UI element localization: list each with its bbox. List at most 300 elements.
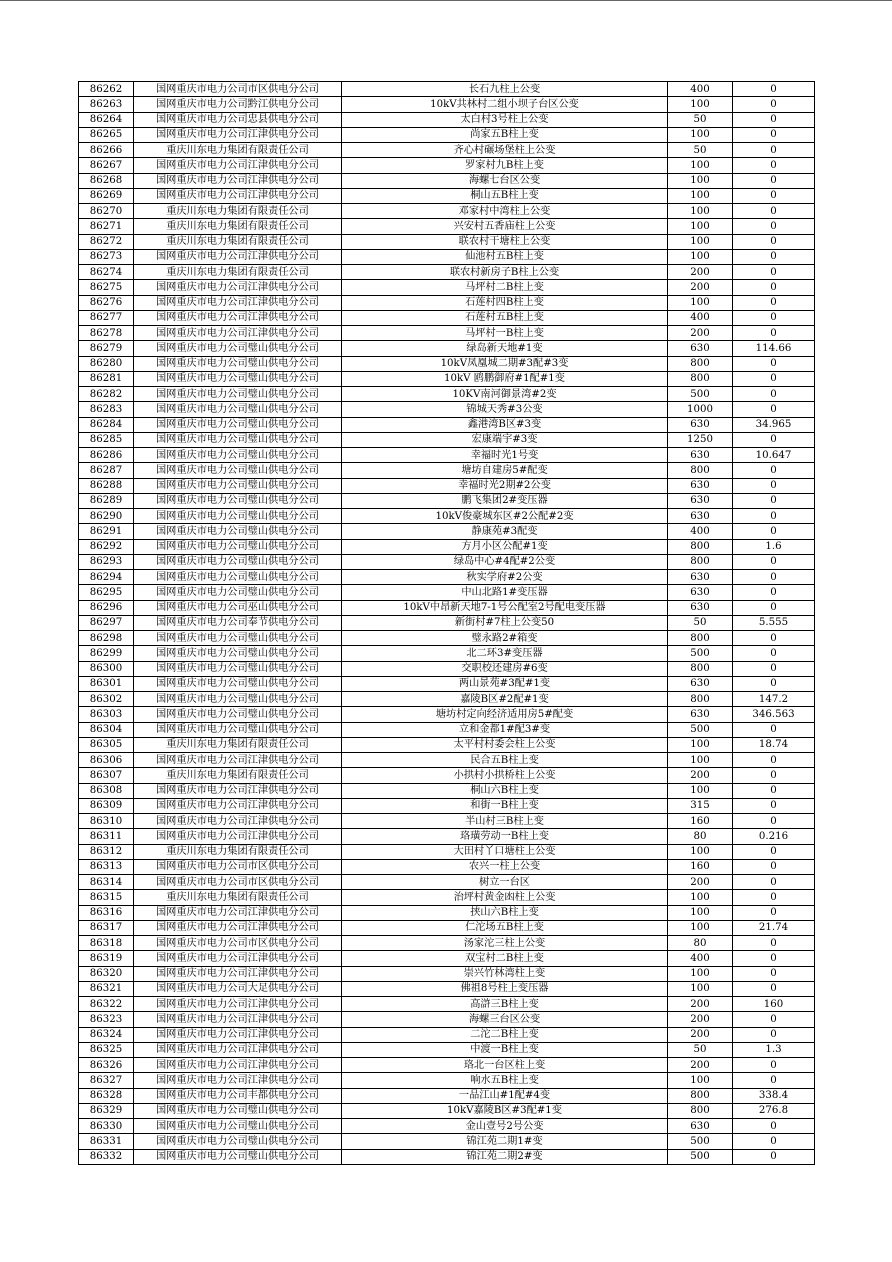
row-id-cell: 86266 <box>79 143 134 158</box>
row-id-cell: 86317 <box>79 920 134 935</box>
value-cell: 0 <box>733 1012 815 1027</box>
table-row <box>79 356 815 371</box>
row-id-cell: 86309 <box>79 798 134 813</box>
row-id-cell: 86328 <box>79 1088 134 1103</box>
capacity-cell: 500 <box>668 387 733 402</box>
table-body <box>79 82 815 1165</box>
row-id-cell: 86325 <box>79 1042 134 1057</box>
row-id-cell: 86323 <box>79 1012 134 1027</box>
transformer-name-cell: 治坪村黄金凼柱上公变 <box>342 890 668 905</box>
table-row <box>79 890 815 905</box>
value-cell: 0 <box>733 1073 815 1088</box>
transformer-name-cell: 塘坊自建房5#配变 <box>342 463 668 478</box>
value-cell: 0 <box>733 204 815 219</box>
row-id-cell: 86277 <box>79 310 134 325</box>
table-row <box>79 234 815 249</box>
company-name-cell: 国网重庆市电力公司黔江供电分公司 <box>134 97 342 112</box>
company-name-cell: 国网重庆市电力公司江津供电分公司 <box>134 127 342 142</box>
row-id-cell: 86331 <box>79 1134 134 1149</box>
transformer-name-cell: 长石九柱上公变 <box>342 82 668 97</box>
row-id-cell: 86316 <box>79 905 134 920</box>
row-id-cell: 86307 <box>79 768 134 783</box>
company-name-cell: 国网重庆市电力公司奉节供电分公司 <box>134 615 342 630</box>
capacity-cell: 800 <box>668 661 733 676</box>
capacity-cell: 200 <box>668 875 733 890</box>
table-row <box>79 1058 815 1073</box>
company-name-cell: 国网重庆市电力公司璧山供电分公司 <box>134 646 342 661</box>
table-row <box>79 920 815 935</box>
row-id-cell: 86293 <box>79 554 134 569</box>
row-id-cell: 86294 <box>79 570 134 585</box>
transformer-name-cell: 嘉陵B区#2配#1变 <box>342 692 668 707</box>
row-id-cell: 86332 <box>79 1149 134 1164</box>
company-name-cell: 重庆川东电力集团有限责任公司 <box>134 890 342 905</box>
table-row <box>79 1119 815 1134</box>
table-row <box>79 875 815 890</box>
row-id-cell: 86268 <box>79 173 134 188</box>
transformer-name-cell: 邓家村中湾柱上公变 <box>342 204 668 219</box>
row-id-cell: 86282 <box>79 387 134 402</box>
table-row <box>79 1042 815 1057</box>
capacity-cell: 160 <box>668 859 733 874</box>
table-row <box>79 570 815 585</box>
company-name-cell: 国网重庆市电力公司江津供电分公司 <box>134 783 342 798</box>
transformer-name-cell: 石莲村四B柱上变 <box>342 295 668 310</box>
transformer-name-cell: 太平村村委会柱上公变 <box>342 737 668 752</box>
value-cell: 0 <box>733 1119 815 1134</box>
table-row <box>79 753 815 768</box>
row-id-cell: 86304 <box>79 722 134 737</box>
row-id-cell: 86263 <box>79 97 134 112</box>
row-id-cell: 86297 <box>79 615 134 630</box>
table-row <box>79 829 815 844</box>
row-id-cell: 86271 <box>79 219 134 234</box>
row-id-cell: 86306 <box>79 753 134 768</box>
company-name-cell: 重庆川东电力集团有限责任公司 <box>134 234 342 249</box>
row-id-cell: 86321 <box>79 981 134 996</box>
capacity-cell: 800 <box>668 554 733 569</box>
company-name-cell: 重庆川东电力集团有限责任公司 <box>134 844 342 859</box>
value-cell: 0 <box>733 1058 815 1073</box>
capacity-cell: 500 <box>668 722 733 737</box>
company-name-cell: 国网重庆市电力公司江津供电分公司 <box>134 1073 342 1088</box>
value-cell: 147.2 <box>733 692 815 707</box>
table-row <box>79 539 815 554</box>
table-row <box>79 966 815 981</box>
row-id-cell: 86278 <box>79 326 134 341</box>
transformer-name-cell: 10kV共林村二组小坝子台区公变 <box>342 97 668 112</box>
table-row <box>79 1103 815 1118</box>
table-row <box>79 158 815 173</box>
company-name-cell: 国网重庆市电力公司江津供电分公司 <box>134 1012 342 1027</box>
transformer-name-cell: 珞北一台区柱上变 <box>342 1058 668 1073</box>
table-row <box>79 814 815 829</box>
row-id-cell: 86276 <box>79 295 134 310</box>
transformer-name-cell: 和街一B柱上变 <box>342 798 668 813</box>
table-row <box>79 493 815 508</box>
transformer-name-cell: 小拱村小拱桥柱上公变 <box>342 768 668 783</box>
capacity-cell: 50 <box>668 112 733 127</box>
capacity-cell: 100 <box>668 753 733 768</box>
company-name-cell: 国网重庆市电力公司璧山供电分公司 <box>134 585 342 600</box>
table-row <box>79 1149 815 1164</box>
company-name-cell: 国网重庆市电力公司璧山供电分公司 <box>134 722 342 737</box>
capacity-cell: 50 <box>668 1042 733 1057</box>
capacity-cell: 50 <box>668 143 733 158</box>
capacity-cell: 50 <box>668 615 733 630</box>
company-name-cell: 国网重庆市电力公司璧山供电分公司 <box>134 539 342 554</box>
capacity-cell: 100 <box>668 905 733 920</box>
transformer-name-cell: 罗家村九B柱上变 <box>342 158 668 173</box>
row-id-cell: 86285 <box>79 432 134 447</box>
table-row <box>79 859 815 874</box>
value-cell: 0 <box>733 143 815 158</box>
value-cell: 0 <box>733 631 815 646</box>
row-id-cell: 86308 <box>79 783 134 798</box>
value-cell: 0 <box>733 661 815 676</box>
capacity-cell: 500 <box>668 1134 733 1149</box>
value-cell: 0 <box>733 371 815 386</box>
company-name-cell: 国网重庆市电力公司璧山供电分公司 <box>134 432 342 447</box>
row-id-cell: 86281 <box>79 371 134 386</box>
transformer-name-cell: 齐心村碾场堡柱上公变 <box>342 143 668 158</box>
value-cell: 0 <box>733 326 815 341</box>
table-row <box>79 417 815 432</box>
value-cell: 0 <box>733 814 815 829</box>
table-row <box>79 432 815 447</box>
company-name-cell: 国网重庆市电力公司璧山供电分公司 <box>134 478 342 493</box>
company-name-cell: 国网重庆市电力公司璧山供电分公司 <box>134 554 342 569</box>
capacity-cell: 100 <box>668 783 733 798</box>
row-id-cell: 86284 <box>79 417 134 432</box>
table-row <box>79 631 815 646</box>
value-cell: 0 <box>733 402 815 417</box>
value-cell: 0 <box>733 387 815 402</box>
table-row <box>79 768 815 783</box>
capacity-cell: 100 <box>668 1073 733 1088</box>
table-row <box>79 143 815 158</box>
capacity-cell: 630 <box>668 509 733 524</box>
transformer-name-cell: 绿岛新天地#1变 <box>342 341 668 356</box>
company-name-cell: 国网重庆市电力公司江津供电分公司 <box>134 188 342 203</box>
value-cell: 18.74 <box>733 737 815 752</box>
transformer-name-cell: 树立一台区 <box>342 875 668 890</box>
value-cell: 0 <box>733 219 815 234</box>
value-cell: 0 <box>733 1134 815 1149</box>
transformer-name-cell: 10kV凤凰城二期#3配#3变 <box>342 356 668 371</box>
row-id-cell: 86279 <box>79 341 134 356</box>
transformer-name-cell: 10kV中昂新天地7-1号公配室2号配电变压器 <box>342 600 668 615</box>
table-row <box>79 783 815 798</box>
table-row <box>79 981 815 996</box>
transformer-name-cell: 幸福时光1号变 <box>342 448 668 463</box>
table-row <box>79 326 815 341</box>
row-id-cell: 86269 <box>79 188 134 203</box>
transformer-name-cell: 立和金都1#配3#变 <box>342 722 668 737</box>
transformer-name-cell: 汤家沱三柱上公变 <box>342 936 668 951</box>
transformer-name-cell: 10KV南河御景湾#2变 <box>342 387 668 402</box>
row-id-cell: 86305 <box>79 737 134 752</box>
value-cell: 0 <box>733 493 815 508</box>
row-id-cell: 86296 <box>79 600 134 615</box>
company-name-cell: 国网重庆市电力公司璧山供电分公司 <box>134 1149 342 1164</box>
capacity-cell: 100 <box>668 158 733 173</box>
table-row <box>79 997 815 1012</box>
transformer-name-cell: 二沱二B柱上变 <box>342 1027 668 1042</box>
value-cell: 0 <box>733 722 815 737</box>
capacity-cell: 800 <box>668 463 733 478</box>
value-cell: 0 <box>733 646 815 661</box>
value-cell: 0 <box>733 188 815 203</box>
table-row <box>79 478 815 493</box>
table-row <box>79 97 815 112</box>
table-row <box>79 265 815 280</box>
capacity-cell: 200 <box>668 280 733 295</box>
capacity-cell: 400 <box>668 310 733 325</box>
company-name-cell: 国网重庆市电力公司市区供电分公司 <box>134 859 342 874</box>
transformer-name-cell: 大田村丫口塘柱上公变 <box>342 844 668 859</box>
value-cell: 0 <box>733 844 815 859</box>
table-row <box>79 722 815 737</box>
row-id-cell: 86290 <box>79 509 134 524</box>
value-cell: 0 <box>733 1027 815 1042</box>
capacity-cell: 800 <box>668 631 733 646</box>
transformer-name-cell: 宏康端宇#3变 <box>342 432 668 447</box>
company-name-cell: 国网重庆市电力公司丰都供电分公司 <box>134 1088 342 1103</box>
transformer-name-cell: 尚家五B柱上变 <box>342 127 668 142</box>
transformer-name-cell: 鑫港湾B区#3变 <box>342 417 668 432</box>
company-name-cell: 国网重庆市电力公司璧山供电分公司 <box>134 371 342 386</box>
capacity-cell: 100 <box>668 249 733 264</box>
value-cell: 0 <box>733 265 815 280</box>
table-row <box>79 600 815 615</box>
company-name-cell: 国网重庆市电力公司江津供电分公司 <box>134 753 342 768</box>
table-row <box>79 280 815 295</box>
capacity-cell: 200 <box>668 997 733 1012</box>
row-id-cell: 86265 <box>79 127 134 142</box>
table-row <box>79 844 815 859</box>
row-id-cell: 86289 <box>79 493 134 508</box>
company-name-cell: 国网重庆市电力公司江津供电分公司 <box>134 1027 342 1042</box>
row-id-cell: 86303 <box>79 707 134 722</box>
transformer-name-cell: 新街村#7柱上公变50 <box>342 615 668 630</box>
transformer-name-cell: 联农村干塘柱上公变 <box>342 234 668 249</box>
transformer-name-cell: 秋实学府#2公变 <box>342 570 668 585</box>
capacity-cell: 315 <box>668 798 733 813</box>
value-cell: 0 <box>733 310 815 325</box>
table-row <box>79 371 815 386</box>
transformer-name-cell: 联农村新房子B柱上公变 <box>342 265 668 280</box>
row-id-cell: 86312 <box>79 844 134 859</box>
company-name-cell: 重庆川东电力集团有限责任公司 <box>134 737 342 752</box>
company-name-cell: 重庆川东电力集团有限责任公司 <box>134 143 342 158</box>
data-table <box>78 81 815 1165</box>
transformer-name-cell: 珞璜劳动一B柱上变 <box>342 829 668 844</box>
row-id-cell: 86264 <box>79 112 134 127</box>
table-row <box>79 585 815 600</box>
capacity-cell: 630 <box>668 707 733 722</box>
transformer-name-cell: 交职校还建房#6变 <box>342 661 668 676</box>
capacity-cell: 200 <box>668 265 733 280</box>
capacity-cell: 400 <box>668 82 733 97</box>
capacity-cell: 1250 <box>668 432 733 447</box>
transformer-name-cell: 仙池村五B柱上变 <box>342 249 668 264</box>
capacity-cell: 100 <box>668 204 733 219</box>
value-cell: 0 <box>733 509 815 524</box>
value-cell: 0 <box>733 875 815 890</box>
value-cell: 276.8 <box>733 1103 815 1118</box>
capacity-cell: 630 <box>668 341 733 356</box>
table-row <box>79 1088 815 1103</box>
capacity-cell: 500 <box>668 646 733 661</box>
company-name-cell: 重庆川东电力集团有限责任公司 <box>134 265 342 280</box>
value-cell: 0 <box>733 936 815 951</box>
value-cell: 0 <box>733 890 815 905</box>
row-id-cell: 86327 <box>79 1073 134 1088</box>
company-name-cell: 国网重庆市电力公司巫山供电分公司 <box>134 600 342 615</box>
company-name-cell: 国网重庆市电力公司璧山供电分公司 <box>134 1119 342 1134</box>
capacity-cell: 100 <box>668 920 733 935</box>
table-row <box>79 692 815 707</box>
transformer-name-cell: 鹏飞集团2#变压器 <box>342 493 668 508</box>
value-cell: 1.6 <box>733 539 815 554</box>
table-row <box>79 341 815 356</box>
row-id-cell: 86314 <box>79 875 134 890</box>
table-row <box>79 204 815 219</box>
value-cell: 0 <box>733 966 815 981</box>
row-id-cell: 86319 <box>79 951 134 966</box>
value-cell: 0 <box>733 1149 815 1164</box>
value-cell: 0 <box>733 570 815 585</box>
value-cell: 0 <box>733 280 815 295</box>
company-name-cell: 国网重庆市电力公司江津供电分公司 <box>134 966 342 981</box>
company-name-cell: 国网重庆市电力公司璧山供电分公司 <box>134 493 342 508</box>
transformer-name-cell: 马坪村一B柱上变 <box>342 326 668 341</box>
transformer-name-cell: 中渡一B柱上变 <box>342 1042 668 1057</box>
company-name-cell: 国网重庆市电力公司璧山供电分公司 <box>134 661 342 676</box>
company-name-cell: 国网重庆市电力公司璧山供电分公司 <box>134 1103 342 1118</box>
capacity-cell: 200 <box>668 768 733 783</box>
capacity-cell: 100 <box>668 966 733 981</box>
transformer-name-cell: 锦江苑二期2#变 <box>342 1149 668 1164</box>
transformer-name-cell: 马坪村二B柱上变 <box>342 280 668 295</box>
value-cell: 0 <box>733 356 815 371</box>
capacity-cell: 100 <box>668 737 733 752</box>
table-row <box>79 448 815 463</box>
table-row <box>79 127 815 142</box>
capacity-cell: 200 <box>668 1012 733 1027</box>
capacity-cell: 100 <box>668 188 733 203</box>
row-id-cell: 86315 <box>79 890 134 905</box>
row-id-cell: 86329 <box>79 1103 134 1118</box>
transformer-name-cell: 一品江山#1配#4变 <box>342 1088 668 1103</box>
transformer-name-cell: 太白村3号柱上公变 <box>342 112 668 127</box>
company-name-cell: 国网重庆市电力公司江津供电分公司 <box>134 295 342 310</box>
value-cell: 114.66 <box>733 341 815 356</box>
table-row <box>79 173 815 188</box>
company-name-cell: 国网重庆市电力公司江津供电分公司 <box>134 310 342 325</box>
top-rule <box>0 0 892 1</box>
transformer-name-cell: 两山景苑#3配#1变 <box>342 676 668 691</box>
capacity-cell: 630 <box>668 1119 733 1134</box>
row-id-cell: 86274 <box>79 265 134 280</box>
row-id-cell: 86283 <box>79 402 134 417</box>
row-id-cell: 86288 <box>79 478 134 493</box>
company-name-cell: 国网重庆市电力公司璧山供电分公司 <box>134 676 342 691</box>
table-row <box>79 524 815 539</box>
company-name-cell: 国网重庆市电力公司大足供电分公司 <box>134 981 342 996</box>
transformer-name-cell: 海螺三台区公变 <box>342 1012 668 1027</box>
value-cell: 0 <box>733 295 815 310</box>
company-name-cell: 国网重庆市电力公司市区供电分公司 <box>134 936 342 951</box>
table-row <box>79 646 815 661</box>
table-row <box>79 661 815 676</box>
table-row <box>79 676 815 691</box>
capacity-cell: 500 <box>668 1149 733 1164</box>
capacity-cell: 630 <box>668 600 733 615</box>
value-cell: 0 <box>733 82 815 97</box>
capacity-cell: 160 <box>668 814 733 829</box>
capacity-cell: 400 <box>668 524 733 539</box>
transformer-name-cell: 幸福时光2期#2公变 <box>342 478 668 493</box>
transformer-name-cell: 响水五B柱上变 <box>342 1073 668 1088</box>
value-cell: 21.74 <box>733 920 815 935</box>
row-id-cell: 86311 <box>79 829 134 844</box>
company-name-cell: 国网重庆市电力公司璧山供电分公司 <box>134 1134 342 1149</box>
table-row <box>79 951 815 966</box>
company-name-cell: 国网重庆市电力公司璧山供电分公司 <box>134 524 342 539</box>
table-row <box>79 737 815 752</box>
transformer-name-cell: 兴安村五香庙柱上公变 <box>342 219 668 234</box>
capacity-cell: 200 <box>668 326 733 341</box>
capacity-cell: 630 <box>668 448 733 463</box>
row-id-cell: 86287 <box>79 463 134 478</box>
transformer-name-cell: 桐山六B柱上变 <box>342 783 668 798</box>
transformer-name-cell: 方月小区公配#1变 <box>342 539 668 554</box>
table-row <box>79 310 815 325</box>
row-id-cell: 86318 <box>79 936 134 951</box>
value-cell: 0 <box>733 768 815 783</box>
value-cell: 346.563 <box>733 707 815 722</box>
value-cell: 0 <box>733 798 815 813</box>
table-row <box>79 509 815 524</box>
transformer-name-cell: 崇兴竹林湾柱上变 <box>342 966 668 981</box>
capacity-cell: 100 <box>668 844 733 859</box>
row-id-cell: 86322 <box>79 997 134 1012</box>
table-row <box>79 554 815 569</box>
company-name-cell: 国网重庆市电力公司璧山供电分公司 <box>134 341 342 356</box>
value-cell: 0 <box>733 676 815 691</box>
capacity-cell: 800 <box>668 1088 733 1103</box>
capacity-cell: 630 <box>668 585 733 600</box>
value-cell: 0 <box>733 859 815 874</box>
company-name-cell: 重庆川东电力集团有限责任公司 <box>134 204 342 219</box>
table-row <box>79 82 815 97</box>
table-row <box>79 219 815 234</box>
company-name-cell: 国网重庆市电力公司江津供电分公司 <box>134 814 342 829</box>
capacity-cell: 100 <box>668 981 733 996</box>
transformer-name-cell: 10kV俊豪城东区#2公配#2变 <box>342 509 668 524</box>
value-cell: 0 <box>733 112 815 127</box>
capacity-cell: 630 <box>668 493 733 508</box>
capacity-cell: 100 <box>668 295 733 310</box>
transformer-name-cell: 金山壹号2号公变 <box>342 1119 668 1134</box>
capacity-cell: 800 <box>668 371 733 386</box>
row-id-cell: 86291 <box>79 524 134 539</box>
capacity-cell: 100 <box>668 173 733 188</box>
table-row <box>79 112 815 127</box>
capacity-cell: 630 <box>668 676 733 691</box>
